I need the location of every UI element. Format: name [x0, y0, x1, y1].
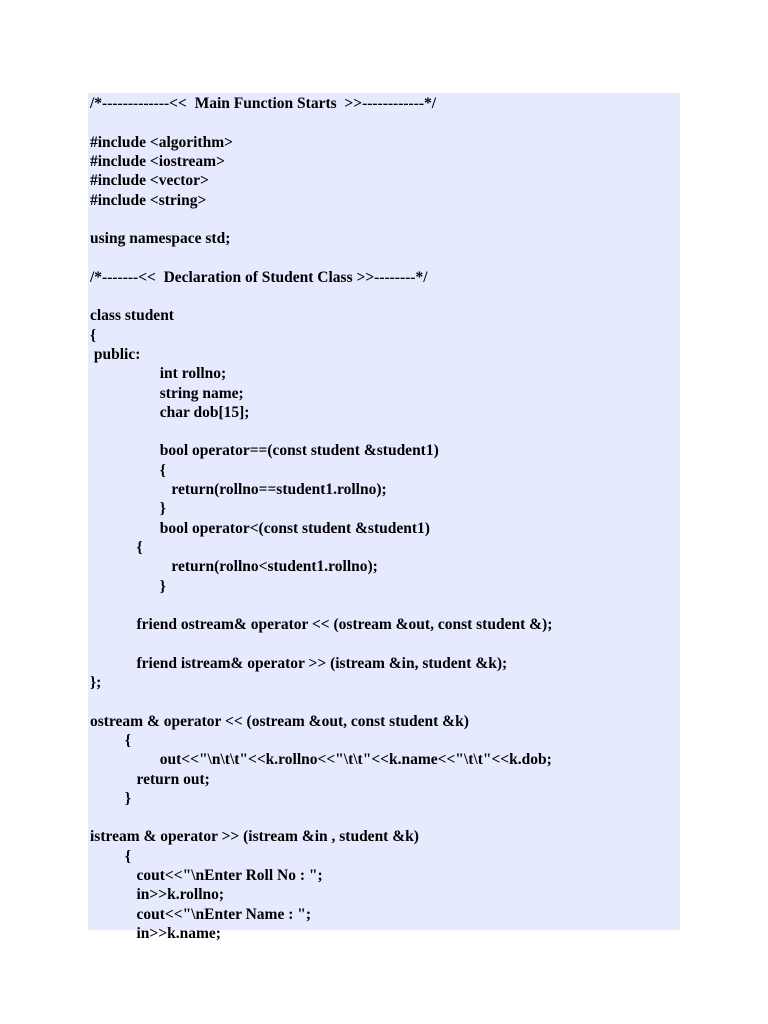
- code-line: using namespace std;: [90, 230, 231, 248]
- code-line: char dob[15];: [90, 403, 250, 421]
- code-line: #include <string>: [90, 191, 207, 209]
- code-line: public:: [90, 345, 141, 363]
- code-line: friend istream& operator >> (istream &in, student &k);: [90, 654, 508, 672]
- code-line: /*-------------<< Main Function Starts >>------------*/: [90, 95, 437, 112]
- code-line: return(rollno==student1.rollno);: [90, 481, 387, 498]
- code-line: in>>k.rollno;: [90, 886, 225, 904]
- code-line: {: [90, 461, 166, 479]
- code-line: friend ostream& operator << (ostream &out, const student &);: [90, 616, 553, 634]
- code-line: bool operator<(const student &student1): [90, 519, 430, 537]
- code-line: };: [90, 674, 102, 691]
- code-line: cout<<"\nEnter Roll No : ";: [90, 867, 323, 884]
- code-line: ostream & operator << (ostream &out, const student &k): [90, 712, 469, 730]
- code-line: string name;: [90, 384, 244, 402]
- code-line: istream & operator >> (istream &in , student &k): [90, 828, 419, 846]
- code-line: int rollno;: [90, 365, 227, 383]
- code-line: return(rollno<student1.rollno);: [90, 558, 378, 576]
- code-line: cout<<"\nEnter Name : ";: [90, 905, 311, 923]
- code-line: {: [90, 326, 97, 344]
- code-listing: [88, 93, 680, 942]
- code-line: bool operator==(const student &student1): [90, 442, 439, 460]
- code-line: return out;: [90, 770, 210, 788]
- code-line: }: [90, 577, 166, 595]
- code-line: class student: [90, 307, 174, 325]
- code-line: #include <algorithm>: [90, 133, 233, 151]
- code-line: }: [90, 500, 166, 518]
- code-line: {: [90, 847, 131, 865]
- code-line: {: [90, 538, 143, 556]
- code-line: #include <vector>: [90, 172, 209, 190]
- code-line: /*-------<< Declaration of Student Class >>--------*/: [90, 268, 428, 286]
- code-line: in>>k.name;: [90, 924, 221, 942]
- code-line: }: [90, 789, 131, 807]
- code-line: out<<"\n\t\t"<<k.rollno<<"\t\t"<<k.name<<"\t\t"<<k.dob;: [90, 751, 552, 769]
- code-line: #include <iostream>: [90, 152, 225, 170]
- code-line: {: [90, 731, 131, 749]
